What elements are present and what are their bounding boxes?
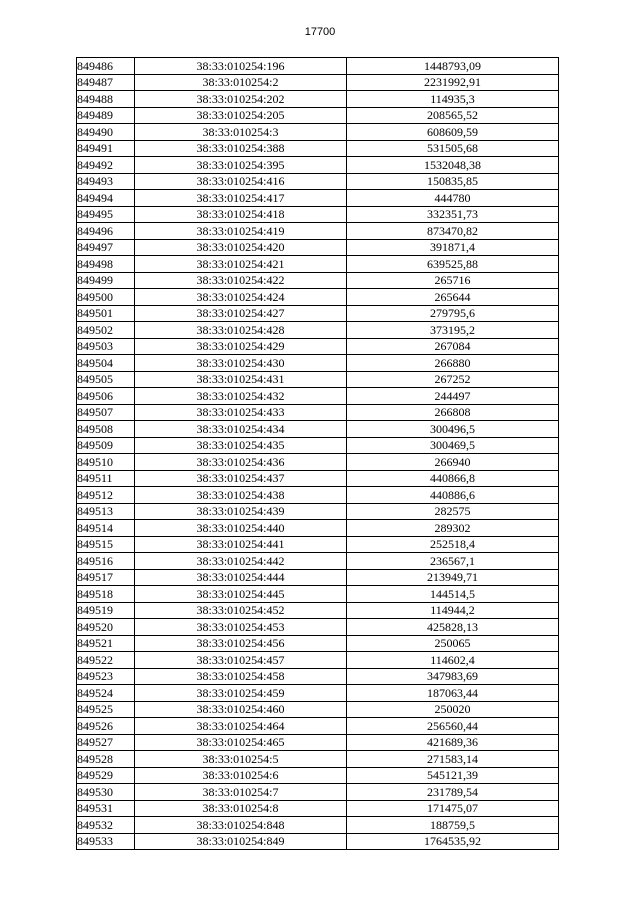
cadastral-number-cell: 38:33:010254:427 [135, 305, 347, 322]
value-cell: 231789,54 [347, 784, 559, 801]
cadastral-number-cell: 38:33:010254:433 [135, 404, 347, 421]
row-number-cell: 849523 [77, 668, 135, 685]
value-cell: 114602,4 [347, 652, 559, 669]
table-row [77, 701, 559, 718]
cadastral-number-cell: 38:33:010254:3 [135, 124, 347, 141]
cadastral-number-cell: 38:33:010254:7 [135, 784, 347, 801]
value-cell: 282575 [347, 503, 559, 520]
table-row [77, 454, 559, 471]
cadastral-number-cell: 38:33:010254:459 [135, 685, 347, 702]
table-row [77, 734, 559, 751]
value-cell: 114935,3 [347, 91, 559, 108]
row-number-cell: 849533 [77, 833, 135, 850]
cadastral-number-cell: 38:33:010254:429 [135, 338, 347, 355]
value-cell: 289302 [347, 520, 559, 537]
value-cell: 236567,1 [347, 553, 559, 570]
table-row [77, 305, 559, 322]
table-row [77, 767, 559, 784]
cadastral-number-cell: 38:33:010254:441 [135, 536, 347, 553]
table-body [77, 58, 559, 850]
row-number-cell: 849487 [77, 74, 135, 91]
value-cell: 300496,5 [347, 421, 559, 438]
table-row [77, 173, 559, 190]
table-row [77, 817, 559, 834]
row-number-cell: 849520 [77, 619, 135, 636]
value-cell: 267252 [347, 371, 559, 388]
value-cell: 271583,14 [347, 751, 559, 768]
table-row [77, 487, 559, 504]
row-number-cell: 849491 [77, 140, 135, 157]
row-number-cell: 849526 [77, 718, 135, 735]
value-cell: 267084 [347, 338, 559, 355]
value-cell: 545121,39 [347, 767, 559, 784]
cadastral-number-cell: 38:33:010254:418 [135, 206, 347, 223]
row-number-cell: 849495 [77, 206, 135, 223]
table-row [77, 239, 559, 256]
value-cell: 347983,69 [347, 668, 559, 685]
cadastral-number-cell: 38:33:010254:453 [135, 619, 347, 636]
cadastral-number-cell: 38:33:010254:416 [135, 173, 347, 190]
row-number-cell: 849501 [77, 305, 135, 322]
row-number-cell: 849517 [77, 569, 135, 586]
table-row [77, 355, 559, 372]
table-row [77, 421, 559, 438]
value-cell: 114944,2 [347, 602, 559, 619]
value-cell: 1764535,92 [347, 833, 559, 850]
cadastral-number-cell: 38:33:010254:434 [135, 421, 347, 438]
table-row [77, 107, 559, 124]
table-row [77, 404, 559, 421]
cadastral-number-cell: 38:33:010254:421 [135, 256, 347, 273]
value-cell: 608609,59 [347, 124, 559, 141]
row-number-cell: 849500 [77, 289, 135, 306]
cadastral-number-cell: 38:33:010254:432 [135, 388, 347, 405]
value-cell: 213949,71 [347, 569, 559, 586]
table-row [77, 437, 559, 454]
row-number-cell: 849498 [77, 256, 135, 273]
row-number-cell: 849532 [77, 817, 135, 834]
cadastral-number-cell: 38:33:010254:464 [135, 718, 347, 735]
cadastral-number-cell: 38:33:010254:440 [135, 520, 347, 537]
table-row [77, 602, 559, 619]
table-row [77, 685, 559, 702]
cadastral-number-cell: 38:33:010254:458 [135, 668, 347, 685]
row-number-cell: 849486 [77, 58, 135, 75]
row-number-cell: 849524 [77, 685, 135, 702]
cadastral-number-cell: 38:33:010254:196 [135, 58, 347, 75]
table-row [77, 751, 559, 768]
table-row [77, 91, 559, 108]
cadastral-number-cell: 38:33:010254:849 [135, 833, 347, 850]
row-number-cell: 849518 [77, 586, 135, 603]
value-cell: 2231992,91 [347, 74, 559, 91]
table-row [77, 718, 559, 735]
data-table [76, 57, 559, 850]
cadastral-number-cell: 38:33:010254:428 [135, 322, 347, 339]
value-cell: 373195,2 [347, 322, 559, 339]
value-cell: 873470,82 [347, 223, 559, 240]
value-cell: 266808 [347, 404, 559, 421]
table-row [77, 503, 559, 520]
table-row [77, 272, 559, 289]
value-cell: 444780 [347, 190, 559, 207]
row-number-cell: 849488 [77, 91, 135, 108]
table-row [77, 569, 559, 586]
value-cell: 300469,5 [347, 437, 559, 454]
cadastral-number-cell: 38:33:010254:388 [135, 140, 347, 157]
cadastral-number-cell: 38:33:010254:6 [135, 767, 347, 784]
table-row [77, 322, 559, 339]
value-cell: 421689,36 [347, 734, 559, 751]
row-number-cell: 849506 [77, 388, 135, 405]
value-cell: 266880 [347, 355, 559, 372]
value-cell: 150835,85 [347, 173, 559, 190]
value-cell: 250065 [347, 635, 559, 652]
value-cell: 171475,07 [347, 800, 559, 817]
cadastral-number-cell: 38:33:010254:8 [135, 800, 347, 817]
row-number-cell: 849502 [77, 322, 135, 339]
table-row [77, 206, 559, 223]
table-row [77, 619, 559, 636]
row-number-cell: 849522 [77, 652, 135, 669]
table-row [77, 668, 559, 685]
row-number-cell: 849510 [77, 454, 135, 471]
cadastral-number-cell: 38:33:010254:417 [135, 190, 347, 207]
row-number-cell: 849503 [77, 338, 135, 355]
row-number-cell: 849528 [77, 751, 135, 768]
row-number-cell: 849531 [77, 800, 135, 817]
value-cell: 279795,6 [347, 305, 559, 322]
cadastral-number-cell: 38:33:010254:202 [135, 91, 347, 108]
value-cell: 208565,52 [347, 107, 559, 124]
cadastral-number-cell: 38:33:010254:445 [135, 586, 347, 603]
table-row [77, 74, 559, 91]
table-row [77, 371, 559, 388]
cadastral-number-cell: 38:33:010254:419 [135, 223, 347, 240]
row-number-cell: 849499 [77, 272, 135, 289]
value-cell: 1448793,09 [347, 58, 559, 75]
row-number-cell: 849497 [77, 239, 135, 256]
cadastral-number-cell: 38:33:010254:444 [135, 569, 347, 586]
cadastral-number-cell: 38:33:010254:438 [135, 487, 347, 504]
row-number-cell: 849507 [77, 404, 135, 421]
table-row [77, 800, 559, 817]
row-number-cell: 849516 [77, 553, 135, 570]
cadastral-number-cell: 38:33:010254:436 [135, 454, 347, 471]
row-number-cell: 849504 [77, 355, 135, 372]
cadastral-number-cell: 38:33:010254:5 [135, 751, 347, 768]
cadastral-number-cell: 38:33:010254:437 [135, 470, 347, 487]
row-number-cell: 849530 [77, 784, 135, 801]
value-cell: 244497 [347, 388, 559, 405]
cadastral-number-cell: 38:33:010254:452 [135, 602, 347, 619]
cadastral-number-cell: 38:33:010254:439 [135, 503, 347, 520]
table-row [77, 190, 559, 207]
value-cell: 266940 [347, 454, 559, 471]
cadastral-number-cell: 38:33:010254:460 [135, 701, 347, 718]
cadastral-number-cell: 38:33:010254:431 [135, 371, 347, 388]
row-number-cell: 849505 [77, 371, 135, 388]
cadastral-number-cell: 38:33:010254:422 [135, 272, 347, 289]
value-cell: 440866,8 [347, 470, 559, 487]
row-number-cell: 849508 [77, 421, 135, 438]
cadastral-number-cell: 38:33:010254:456 [135, 635, 347, 652]
table-row [77, 256, 559, 273]
value-cell: 250020 [347, 701, 559, 718]
table-row [77, 388, 559, 405]
value-cell: 531505,68 [347, 140, 559, 157]
table-row [77, 553, 559, 570]
row-number-cell: 849496 [77, 223, 135, 240]
table-row [77, 157, 559, 174]
row-number-cell: 849514 [77, 520, 135, 537]
value-cell: 1532048,38 [347, 157, 559, 174]
table-row [77, 223, 559, 240]
value-cell: 332351,73 [347, 206, 559, 223]
cadastral-number-cell: 38:33:010254:435 [135, 437, 347, 454]
cadastral-number-cell: 38:33:010254:424 [135, 289, 347, 306]
row-number-cell: 849512 [77, 487, 135, 504]
cadastral-number-cell: 38:33:010254:457 [135, 652, 347, 669]
value-cell: 639525,88 [347, 256, 559, 273]
page-number: 17700 [304, 26, 336, 38]
value-cell: 425828,13 [347, 619, 559, 636]
cadastral-number-cell: 38:33:010254:2 [135, 74, 347, 91]
value-cell: 265716 [347, 272, 559, 289]
table-row [77, 635, 559, 652]
value-cell: 188759,5 [347, 817, 559, 834]
table-row [77, 124, 559, 141]
row-number-cell: 849509 [77, 437, 135, 454]
value-cell: 440886,6 [347, 487, 559, 504]
cadastral-number-cell: 38:33:010254:442 [135, 553, 347, 570]
row-number-cell: 849529 [77, 767, 135, 784]
row-number-cell: 849511 [77, 470, 135, 487]
table-row [77, 586, 559, 603]
value-cell: 265644 [347, 289, 559, 306]
value-cell: 256560,44 [347, 718, 559, 735]
value-cell: 144514,5 [347, 586, 559, 603]
row-number-cell: 849525 [77, 701, 135, 718]
table-row [77, 338, 559, 355]
row-number-cell: 849489 [77, 107, 135, 124]
table-row [77, 652, 559, 669]
value-cell: 252518,4 [347, 536, 559, 553]
row-number-cell: 849515 [77, 536, 135, 553]
cadastral-number-cell: 38:33:010254:848 [135, 817, 347, 834]
table-row [77, 536, 559, 553]
table-row [77, 470, 559, 487]
row-number-cell: 849519 [77, 602, 135, 619]
row-number-cell: 849490 [77, 124, 135, 141]
value-cell: 391871,4 [347, 239, 559, 256]
cadastral-number-cell: 38:33:010254:205 [135, 107, 347, 124]
table-row [77, 833, 559, 850]
row-number-cell: 849521 [77, 635, 135, 652]
cadastral-number-cell: 38:33:010254:465 [135, 734, 347, 751]
row-number-cell: 849527 [77, 734, 135, 751]
table-row [77, 784, 559, 801]
table-row [77, 58, 559, 75]
cadastral-number-cell: 38:33:010254:420 [135, 239, 347, 256]
row-number-cell: 849513 [77, 503, 135, 520]
row-number-cell: 849493 [77, 173, 135, 190]
table-row [77, 520, 559, 537]
row-number-cell: 849492 [77, 157, 135, 174]
table-row [77, 289, 559, 306]
cadastral-number-cell: 38:33:010254:430 [135, 355, 347, 372]
cadastral-number-cell: 38:33:010254:395 [135, 157, 347, 174]
table-row [77, 140, 559, 157]
row-number-cell: 849494 [77, 190, 135, 207]
value-cell: 187063,44 [347, 685, 559, 702]
